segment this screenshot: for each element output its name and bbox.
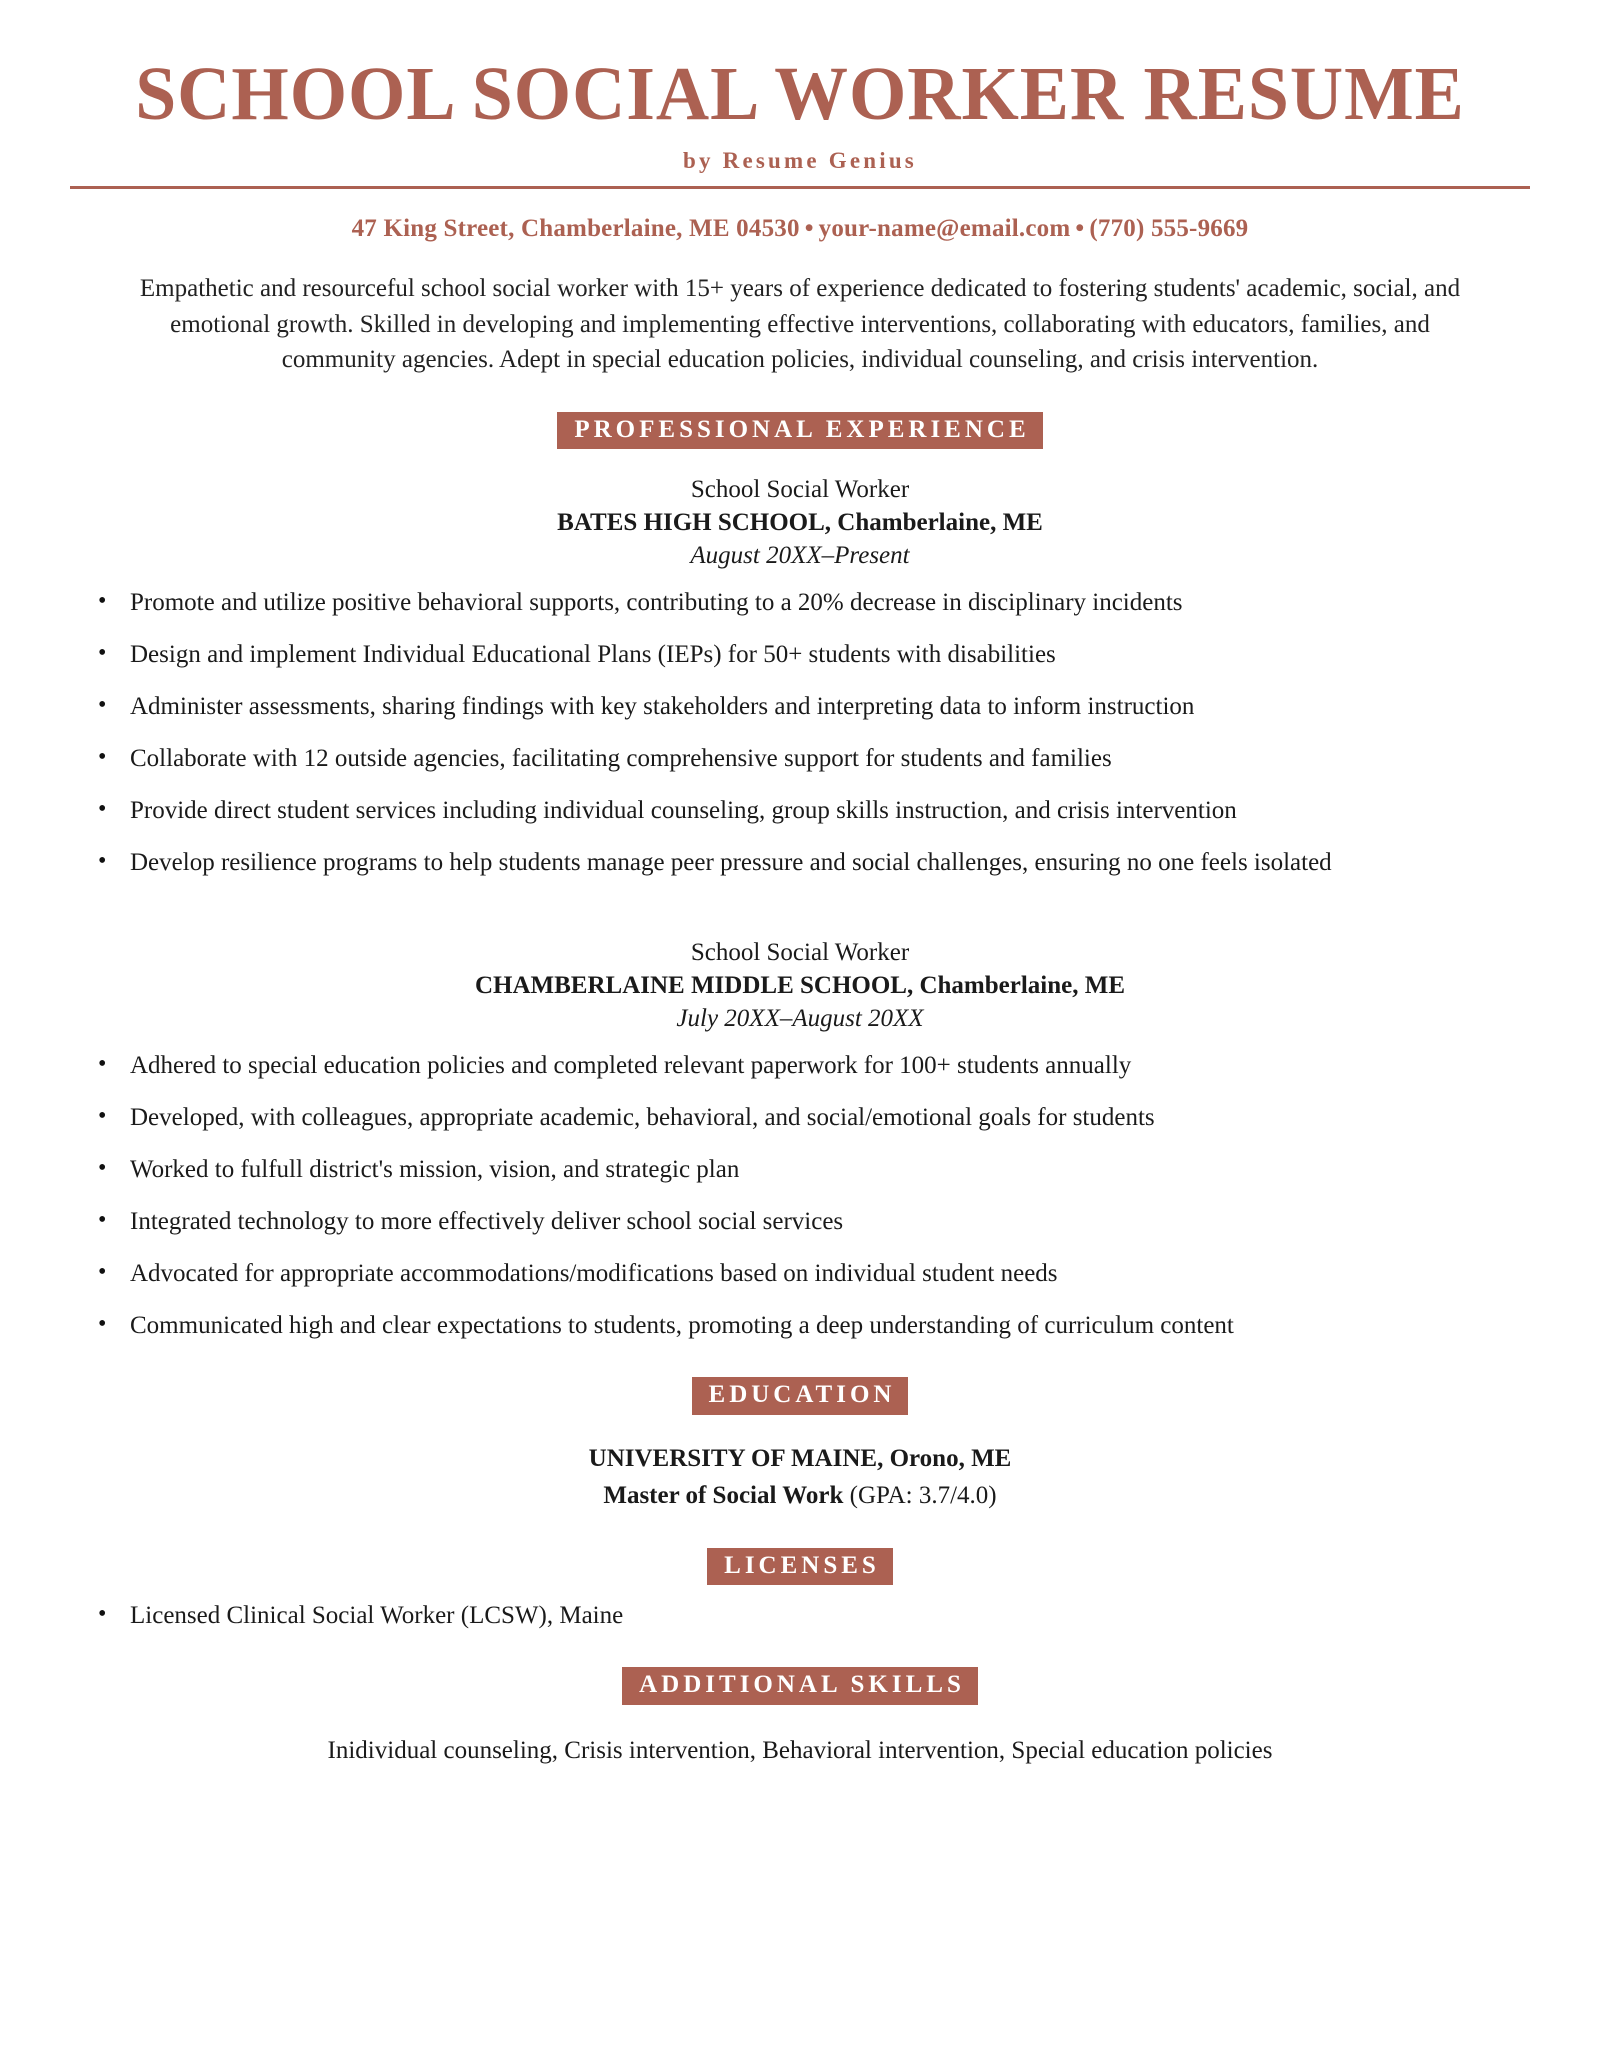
section-heading-experience: PROFESSIONAL EXPERIENCE <box>557 412 1042 450</box>
section-heading-licenses: LICENSES <box>707 1548 893 1586</box>
job-company: BATES HIGH SCHOOL, Chamberlaine, ME <box>557 509 1043 536</box>
job-bullet: • Developed, with colleagues, appropriate academic, behavioral, and social/emotional goals for students <box>70 1101 1530 1135</box>
section-licenses <box>70 1548 1530 1634</box>
professional-summary: Empathetic and resourceful school social worker with 15+ years of experience dedicated to fostering students' academic, social, and emotional growth. Skilled in developing and implementing effective interventions, collaborating with educators, families, and community agencies. Adept in special education policies, individual counseling, and crisis intervention. <box>139 275 1461 373</box>
job-entry <box>70 473 1530 880</box>
section-heading-wrap-licenses <box>70 1548 1530 1586</box>
job-bullet: • Integrated technology to more effectively deliver school social services <box>70 1205 1530 1239</box>
job-bullet: • Administer assessments, sharing findings with key stakeholders and interpreting data to inform instruction <box>70 690 1530 724</box>
education-degree-name: Master of Social Work <box>603 1482 844 1509</box>
section-heading-wrap-experience <box>70 412 1530 450</box>
section-heading-skills: ADDITIONAL SKILLS <box>622 1667 978 1705</box>
contact-separator-2: • <box>1075 215 1085 242</box>
contact-email[interactable]: your-name@email.com <box>818 215 1071 242</box>
license-item: • Licensed Clinical Social Worker (LCSW), Maine <box>70 1599 1530 1633</box>
job-dates: July 20XX–August 20XX <box>676 1005 924 1032</box>
contact-line <box>70 215 1530 243</box>
job-bullet: • Worked to fulfull district's mission, vision, and strategic plan <box>70 1153 1530 1187</box>
contact-address: 47 King Street, Chamberlaine, ME 04530 <box>351 215 800 242</box>
section-heading-wrap-education <box>70 1377 1530 1415</box>
resume-header <box>70 0 1530 243</box>
job-company: CHAMBERLAINE MIDDLE SCHOOL, Chamberlaine, ME <box>474 972 1126 999</box>
contact-phone[interactable]: (770) 555-9669 <box>1089 215 1249 242</box>
job-bullet: • Advocated for appropriate accommodations/modifications based on individual student needs <box>70 1257 1530 1291</box>
header-divider <box>70 186 1530 189</box>
contact-separator-1: • <box>804 215 814 242</box>
section-additional-skills <box>70 1667 1530 1768</box>
job-bullet: • Communicated high and clear expectations to students, promoting a deep understanding of curriculum content <box>70 1309 1530 1343</box>
job-bullet-list <box>70 1049 1530 1343</box>
section-heading-education: EDUCATION <box>692 1377 909 1415</box>
education-entry <box>70 1441 1530 1514</box>
page-title: SCHOOL SOCIAL WORKER RESUME <box>135 52 1465 136</box>
education-degree <box>70 1478 1530 1514</box>
license-list <box>70 1599 1530 1633</box>
section-professional-experience <box>70 412 1530 1344</box>
education-school: UNIVERSITY OF MAINE, Orono, ME <box>588 1444 1012 1472</box>
job-entry <box>70 936 1530 1343</box>
job-bullet: • Promote and utilize positive behavioral supports, contributing to a 20% decrease in disciplinary incidents <box>70 586 1530 620</box>
byline: by Resume Genius <box>683 148 917 173</box>
job-bullet: • Provide direct student services including individual counseling, group skills instruction, and crisis intervention <box>70 794 1530 828</box>
job-dates: August 20XX–Present <box>690 542 910 569</box>
education-degree-detail: (GPA: 3.7/4.0) <box>843 1482 997 1509</box>
section-heading-wrap-skills <box>70 1667 1530 1705</box>
job-bullet-list <box>70 586 1530 880</box>
section-education <box>70 1377 1530 1514</box>
job-bullet: • Develop resilience programs to help students manage peer pressure and social challenges, ensuring no one feels isolated <box>70 846 1530 880</box>
job-title: School Social Worker <box>690 939 910 966</box>
skills-list: Inidividual counseling, Crisis intervention, Behavioral intervention, Special education policies <box>327 1736 1273 1764</box>
job-bullet: • Adhered to special education policies and completed relevant paperwork for 100+ students annually <box>70 1049 1530 1083</box>
job-bullet: • Collaborate with 12 outside agencies, facilitating comprehensive support for students and families <box>70 742 1530 776</box>
job-bullet: • Design and implement Individual Educational Plans (IEPs) for 50+ students with disabilities <box>70 638 1530 672</box>
job-title: School Social Worker <box>690 476 910 503</box>
